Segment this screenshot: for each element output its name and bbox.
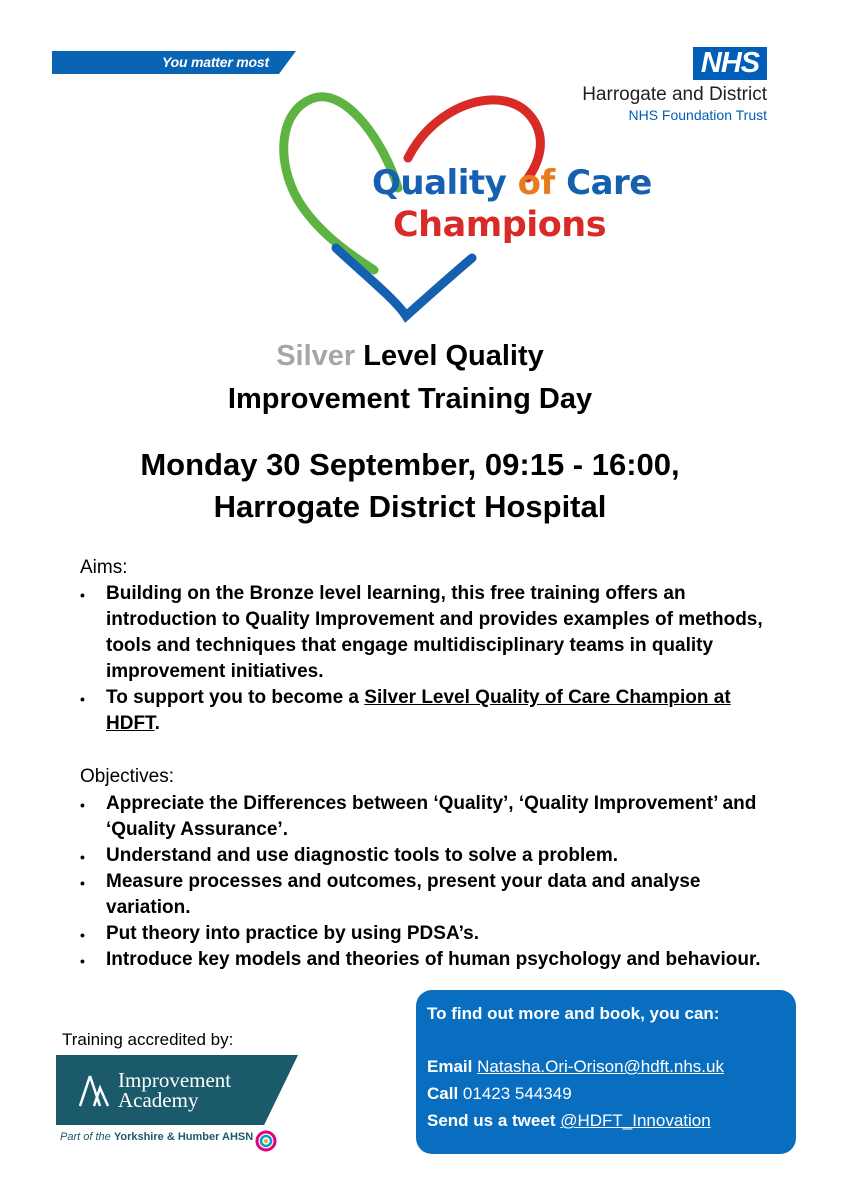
academy-name-line2: Academy [118,1088,199,1112]
silver-word: Silver [276,340,356,372]
aims-heading: Aims: [80,557,128,578]
contact-heading: To find out more and book, you can: [427,1004,720,1023]
objective-item: • Put theory into practice by using PDSA’s. [80,921,780,947]
event-title-rest: Level Quality [363,340,544,372]
event-title-line2: Improvement Training Day [227,383,593,415]
aims-item2-suffix: . [154,713,160,734]
event-title-line1 [0,340,820,373]
objective-item: • Appreciate the Differences between ‘Quality’, ‘Quality Improvement’ and ‘Quality Assurance’. [80,791,780,843]
aims-list [80,581,780,737]
ahsn-name: Yorkshire & Humber AHSN [113,1131,254,1143]
aims-item: • Building on the Bronze level learning, this free training offers an introduction to Quality Improvement and provides examples of methods, tools and techniques that engage multidisciplinary teams in quality improvement initiatives. [80,581,780,685]
contact-email-row [427,1057,724,1077]
objective-item: • Measure processes and outcomes, present your data and analyse variation. [80,869,780,921]
logo-title-line2: Champions [393,205,607,245]
silver-champion-link[interactable]: Silver Level Quality of Care Champion at HDFT [106,687,731,734]
tagline-text: You matter most [162,54,269,70]
objectives-heading: Objectives: [80,766,174,787]
trust-subtitle: NHS Foundation Trust [628,107,767,123]
phone-number: 01423 544349 [462,1084,572,1103]
twitter-link[interactable]: @HDFT_Innovation [560,1111,711,1130]
email-label: Email [427,1057,473,1076]
aims-item2-prefix: To support you to become a [106,687,359,708]
nhs-logo: NHS [693,47,767,80]
contact-tweet-row [427,1111,711,1131]
contact-box [416,990,796,1154]
tweet-label: Send us a tweet [427,1111,556,1130]
trust-name: Harrogate and District [582,84,767,105]
ahsn-footer [60,1131,253,1143]
academy-name [118,1070,231,1110]
logo-word-quality: Quality [372,163,507,203]
event-date: Monday 30 September, 09:15 - 16:00, [140,447,680,482]
call-label: Call [427,1084,459,1103]
academy-mark-icon [78,1072,112,1108]
objective-item: • Understand and use diagnostic tools to solve a problem. [80,843,780,869]
ahsn-swirl-icon [255,1130,277,1152]
accreditation-label: Training accredited by: [62,1030,234,1049]
event-venue: Harrogate District Hospital [213,489,607,524]
aims-item [80,685,780,737]
objective-item: • Introduce key models and theories of human psychology and behaviour. [80,947,780,973]
email-link[interactable]: Natasha.Ori-Orison@hdft.nhs.uk [477,1057,724,1076]
academy-name-line1: Improvement [118,1068,232,1092]
contact-call-row [427,1084,572,1104]
ahsn-prefix: Part of the [60,1131,111,1143]
logo-word-care: Care [566,163,652,203]
objectives-list [80,791,780,973]
logo-word-of: of [517,163,555,203]
logo-title-line1 [372,163,652,203]
